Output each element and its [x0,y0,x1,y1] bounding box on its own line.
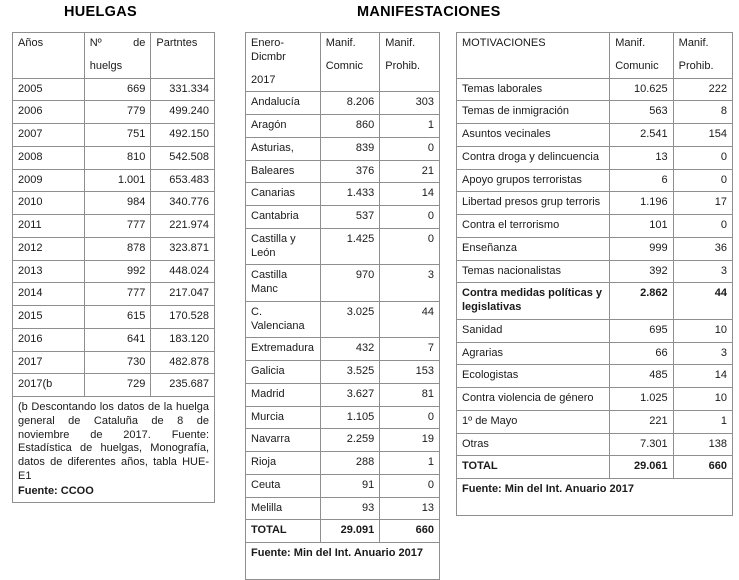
page-title-manifestaciones: MANIFESTACIONES [357,4,501,20]
cell-numero-huelgas: 878 [84,237,151,260]
cell-manif-comunicadas: 3.025 [320,301,380,338]
table-row [457,410,733,433]
cell-numero-huelgas: 810 [84,146,151,169]
table-row [13,169,215,192]
cell-participantes: 542.508 [151,146,215,169]
cell-anio: 2011 [13,215,85,238]
table-row [13,237,215,260]
table-row [457,388,733,411]
cell-manif-comunicadas: 485 [610,365,673,388]
header-cell-periodo [246,33,321,92]
cell-comunidad: Canarias [246,183,321,206]
cell-numero-huelgas: 730 [84,351,151,374]
cell-manif-prohibidas: 3 [380,265,440,302]
cell-motivacion: Temas laborales [457,78,610,101]
cell-manif-comunicadas: 839 [320,137,380,160]
cell-manif-comunicadas: 537 [320,206,380,229]
table-row [457,283,733,320]
cell-manif-comunicadas: 7.301 [610,433,673,456]
table-row [13,328,215,351]
cell-manif-prohibidas: 1 [380,115,440,138]
cell-total-label: TOTAL [246,520,321,543]
table-row [246,429,440,452]
cell-numero-huelgas: 669 [84,78,151,101]
cell-manif-comunicadas: 10.625 [610,78,673,101]
cell-manif-comunicadas: 91 [320,474,380,497]
table-header-row [246,33,440,92]
cell-motivacion: Ecologistas [457,365,610,388]
comunidades-table-container [245,32,440,580]
table-row [457,169,733,192]
cell-anio: 2017 [13,351,85,374]
cell-comunidad: Murcia [246,406,321,429]
cell-anio: 2009 [13,169,85,192]
table-row [457,365,733,388]
cell-motivacion: Enseñanza [457,237,610,260]
cell-manif-prohibidas: 0 [380,474,440,497]
cell-comunidad: Madrid [246,383,321,406]
cell-anio: 2007 [13,124,85,147]
table-source-row [457,479,733,516]
cell-numero-huelgas: 1.001 [84,169,151,192]
header-label-comunicadas: Comunic [615,59,659,72]
table-row [13,78,215,101]
header-label-manif-1: Manif. [325,37,356,49]
cell-participantes: 499.240 [151,101,215,124]
table-row [246,265,440,302]
cell-manif-prohibidas: 3 [673,342,732,365]
cell-total-comunicadas: 29.061 [610,456,673,479]
cell-participantes: 235.687 [151,374,215,397]
cell-total-prohibidas: 660 [673,456,732,479]
table-row [246,497,440,520]
header-cell-manif-comunicadas [320,33,380,92]
cell-manif-prohibidas: 14 [673,365,732,388]
cell-manif-comunicadas: 1.425 [320,228,380,265]
cell-manif-prohibidas: 222 [673,78,732,101]
motivaciones-table [456,32,733,516]
table-row [457,319,733,342]
cell-numero-huelgas: 729 [84,374,151,397]
header-cell-numero-huelgas [84,33,151,79]
table-row [457,101,733,124]
cell-manif-prohibidas: 0 [673,215,732,238]
table-row [246,206,440,229]
cell-manif-prohibidas: 303 [380,92,440,115]
table-row [246,183,440,206]
table-row [246,474,440,497]
cell-motivacion: Temas de inmigración [457,101,610,124]
cell-manif-prohibidas: 138 [673,433,732,456]
table-row [246,92,440,115]
cell-total-comunicadas: 29.091 [320,520,380,543]
cell-motivacion: Contra violencia de género [457,388,610,411]
table-row [13,215,215,238]
cell-manif-comunicadas: 376 [320,160,380,183]
cell-motivacion: Agrarias [457,342,610,365]
cell-manif-prohibidas: 36 [673,237,732,260]
cell-motivacion: Contra medidas políticas y legislativas [457,283,610,320]
cell-anio: 2014 [13,283,85,306]
motivaciones-table-container [456,32,733,516]
cell-manif-prohibidas: 10 [673,388,732,411]
table-row [246,228,440,265]
footnote-text: (b Descontando los datos de la huelga general de Cataluña de 8 de noviembre de 2017. Fuente: Estadística de huelgas, Monografía, datos de diferentes años, tabla HUE-E1 [18,401,209,482]
cell-comunidad: Navarra [246,429,321,452]
cell-manif-comunicadas: 970 [320,265,380,302]
cell-manif-prohibidas: 0 [380,206,440,229]
cell-manif-prohibidas: 0 [673,146,732,169]
cell-motivacion: Apoyo grupos terroristas [457,169,610,192]
table-row [246,361,440,384]
cell-manif-comunicadas: 860 [320,115,380,138]
cell-anio: 2005 [13,78,85,101]
huelgas-table-container [12,32,215,503]
cell-anio: 2015 [13,306,85,329]
table-footnote-row [13,397,215,503]
header-label-anios: Años [18,37,44,49]
header-label-numero: Nº [89,37,102,49]
cell-total-prohibidas: 660 [380,520,440,543]
cell-manif-comunicadas: 6 [610,169,673,192]
cell-motivacion: Otras [457,433,610,456]
cell-manif-comunicadas: 2.862 [610,283,673,320]
cell-anio: 2010 [13,192,85,215]
cell-anio: 2012 [13,237,85,260]
table-row [13,192,215,215]
cell-anio: 2016 [13,328,85,351]
cell-comunidad: Aragón [246,115,321,138]
table-row [246,383,440,406]
cell-numero-huelgas: 779 [84,101,151,124]
cell-manif-prohibidas: 13 [380,497,440,520]
cell-comunidad: Castilla Manc [246,265,321,302]
cell-manif-prohibidas: 19 [380,429,440,452]
motivaciones-source: Fuente: Min del Int. Anuario 2017 [457,479,733,516]
cell-comunidad: Ceuta [246,474,321,497]
cell-participantes: 170.528 [151,306,215,329]
cell-manif-prohibidas: 10 [673,319,732,342]
cell-comunidad: Asturias, [246,137,321,160]
cell-manif-comunicadas: 432 [320,338,380,361]
table-row [13,306,215,329]
table-source-row [246,543,440,580]
cell-manif-comunicadas: 288 [320,452,380,475]
cell-manif-prohibidas: 0 [380,406,440,429]
cell-manif-comunicadas: 221 [610,410,673,433]
cell-manif-comunicadas: 695 [610,319,673,342]
header-cell-motivaciones [457,33,610,79]
table-total-row [457,456,733,479]
cell-manif-comunicadas: 1.433 [320,183,380,206]
cell-motivacion: Contra el terrorismo [457,215,610,238]
cell-participantes: 448.024 [151,260,215,283]
cell-manif-prohibidas: 1 [380,452,440,475]
header-label-manif-1: Manif. [615,37,646,49]
cell-comunidad: Baleares [246,160,321,183]
table-row [13,351,215,374]
table-row [246,137,440,160]
cell-participantes: 217.047 [151,283,215,306]
table-row [457,146,733,169]
header-label-huelgs: huelgs [89,59,123,72]
cell-participantes: 340.776 [151,192,215,215]
cell-participantes: 653.483 [151,169,215,192]
cell-participantes: 331.334 [151,78,215,101]
table-total-row [246,520,440,543]
table-row [457,78,733,101]
header-label-manif-2: Manif. [678,37,709,49]
cell-motivacion: Temas nacionalistas [457,260,610,283]
table-row [246,301,440,338]
cell-manif-comunicadas: 1.196 [610,192,673,215]
table-row [246,160,440,183]
cell-manif-comunicadas: 1.105 [320,406,380,429]
header-label-prohibidas: Prohib. [385,59,421,72]
table-row [246,452,440,475]
header-label-anio: 2017 [251,73,276,86]
cell-manif-prohibidas: 44 [380,301,440,338]
table-row [457,192,733,215]
cell-manif-prohibidas: 21 [380,160,440,183]
cell-motivacion: Asuntos vecinales [457,124,610,147]
header-label-prohibidas: Prohib. [678,59,714,72]
table-row [457,342,733,365]
table-row [13,283,215,306]
cell-comunidad: Andalucía [246,92,321,115]
cell-participantes: 323.871 [151,237,215,260]
header-label-de: de [133,37,146,49]
cell-manif-prohibidas: 14 [380,183,440,206]
cell-manif-comunicadas: 3.525 [320,361,380,384]
table-row [457,237,733,260]
cell-numero-huelgas: 984 [84,192,151,215]
header-cell-manif-prohibidas [673,33,732,79]
table-row [246,115,440,138]
cell-manif-comunicadas: 999 [610,237,673,260]
cell-manif-prohibidas: 0 [380,137,440,160]
header-label-numero-de [90,37,146,51]
cell-anio: 2017(b [13,374,85,397]
cell-participantes: 221.974 [151,215,215,238]
table-row [457,215,733,238]
cell-comunidad: Extremadura [246,338,321,361]
table-row [13,101,215,124]
cell-motivacion: 1º de Mayo [457,410,610,433]
table-row [457,260,733,283]
header-label-periodo: Enero-Dicmbr [251,37,286,63]
table-row [13,124,215,147]
cell-manif-comunicadas: 101 [610,215,673,238]
cell-numero-huelgas: 615 [84,306,151,329]
cell-numero-huelgas: 777 [84,215,151,238]
table-row [457,433,733,456]
table-row [13,260,215,283]
header-label-comunicadas: Comnic [325,59,363,72]
huelgas-source: Fuente: CCOO [18,484,94,497]
cell-manif-prohibidas: 153 [380,361,440,384]
table-row [246,338,440,361]
cell-manif-comunicadas: 2.259 [320,429,380,452]
cell-comunidad: Galicia [246,361,321,384]
cell-comunidad: C. Valenciana [246,301,321,338]
cell-numero-huelgas: 641 [84,328,151,351]
cell-manif-prohibidas: 3 [673,260,732,283]
cell-participantes: 183.120 [151,328,215,351]
cell-manif-comunicadas: 2.541 [610,124,673,147]
table-row [246,406,440,429]
cell-participantes: 492.150 [151,124,215,147]
cell-motivacion: Sanidad [457,319,610,342]
cell-manif-prohibidas: 0 [673,169,732,192]
cell-manif-comunicadas: 392 [610,260,673,283]
cell-anio: 2006 [13,101,85,124]
cell-total-label: TOTAL [457,456,610,479]
cell-anio: 2013 [13,260,85,283]
cell-motivacion: Libertad presos grup terroris [457,192,610,215]
cell-motivacion: Contra droga y delincuencia [457,146,610,169]
cell-manif-comunicadas: 563 [610,101,673,124]
header-label-motivaciones: MOTIVACIONES [462,37,546,49]
cell-comunidad: Castilla y León [246,228,321,265]
header-label-manif-2: Manif. [385,37,416,49]
header-cell-manif-prohibidas [380,33,440,92]
cell-manif-comunicadas: 1.025 [610,388,673,411]
cell-manif-comunicadas: 66 [610,342,673,365]
cell-comunidad: Rioja [246,452,321,475]
cell-participantes: 482.878 [151,351,215,374]
cell-manif-prohibidas: 0 [380,228,440,265]
header-cell-participantes [151,33,215,79]
huelgas-footnote [13,397,215,503]
table-row [13,146,215,169]
header-label-participantes: Partntes [156,37,198,49]
table-header-row [457,33,733,79]
cell-manif-prohibidas: 7 [380,338,440,361]
cell-manif-prohibidas: 154 [673,124,732,147]
cell-manif-prohibidas: 44 [673,283,732,320]
header-cell-manif-comunicadas [610,33,673,79]
cell-numero-huelgas: 751 [84,124,151,147]
huelgas-table [12,32,215,503]
cell-manif-prohibidas: 17 [673,192,732,215]
table-row [13,374,215,397]
comunidades-source: Fuente: Min del Int. Anuario 2017 [246,543,440,580]
cell-anio: 2008 [13,146,85,169]
cell-numero-huelgas: 992 [84,260,151,283]
page-title-huelgas: HUELGAS [64,4,137,20]
cell-manif-comunicadas: 93 [320,497,380,520]
cell-manif-prohibidas: 8 [673,101,732,124]
cell-manif-comunicadas: 8.206 [320,92,380,115]
cell-manif-comunicadas: 3.627 [320,383,380,406]
header-cell-anios [13,33,85,79]
table-row [457,124,733,147]
comunidades-table [245,32,440,580]
cell-manif-prohibidas: 1 [673,410,732,433]
cell-numero-huelgas: 777 [84,283,151,306]
cell-comunidad: Melilla [246,497,321,520]
cell-comunidad: Cantabria [246,206,321,229]
cell-manif-prohibidas: 81 [380,383,440,406]
cell-manif-comunicadas: 13 [610,146,673,169]
table-header-row [13,33,215,79]
